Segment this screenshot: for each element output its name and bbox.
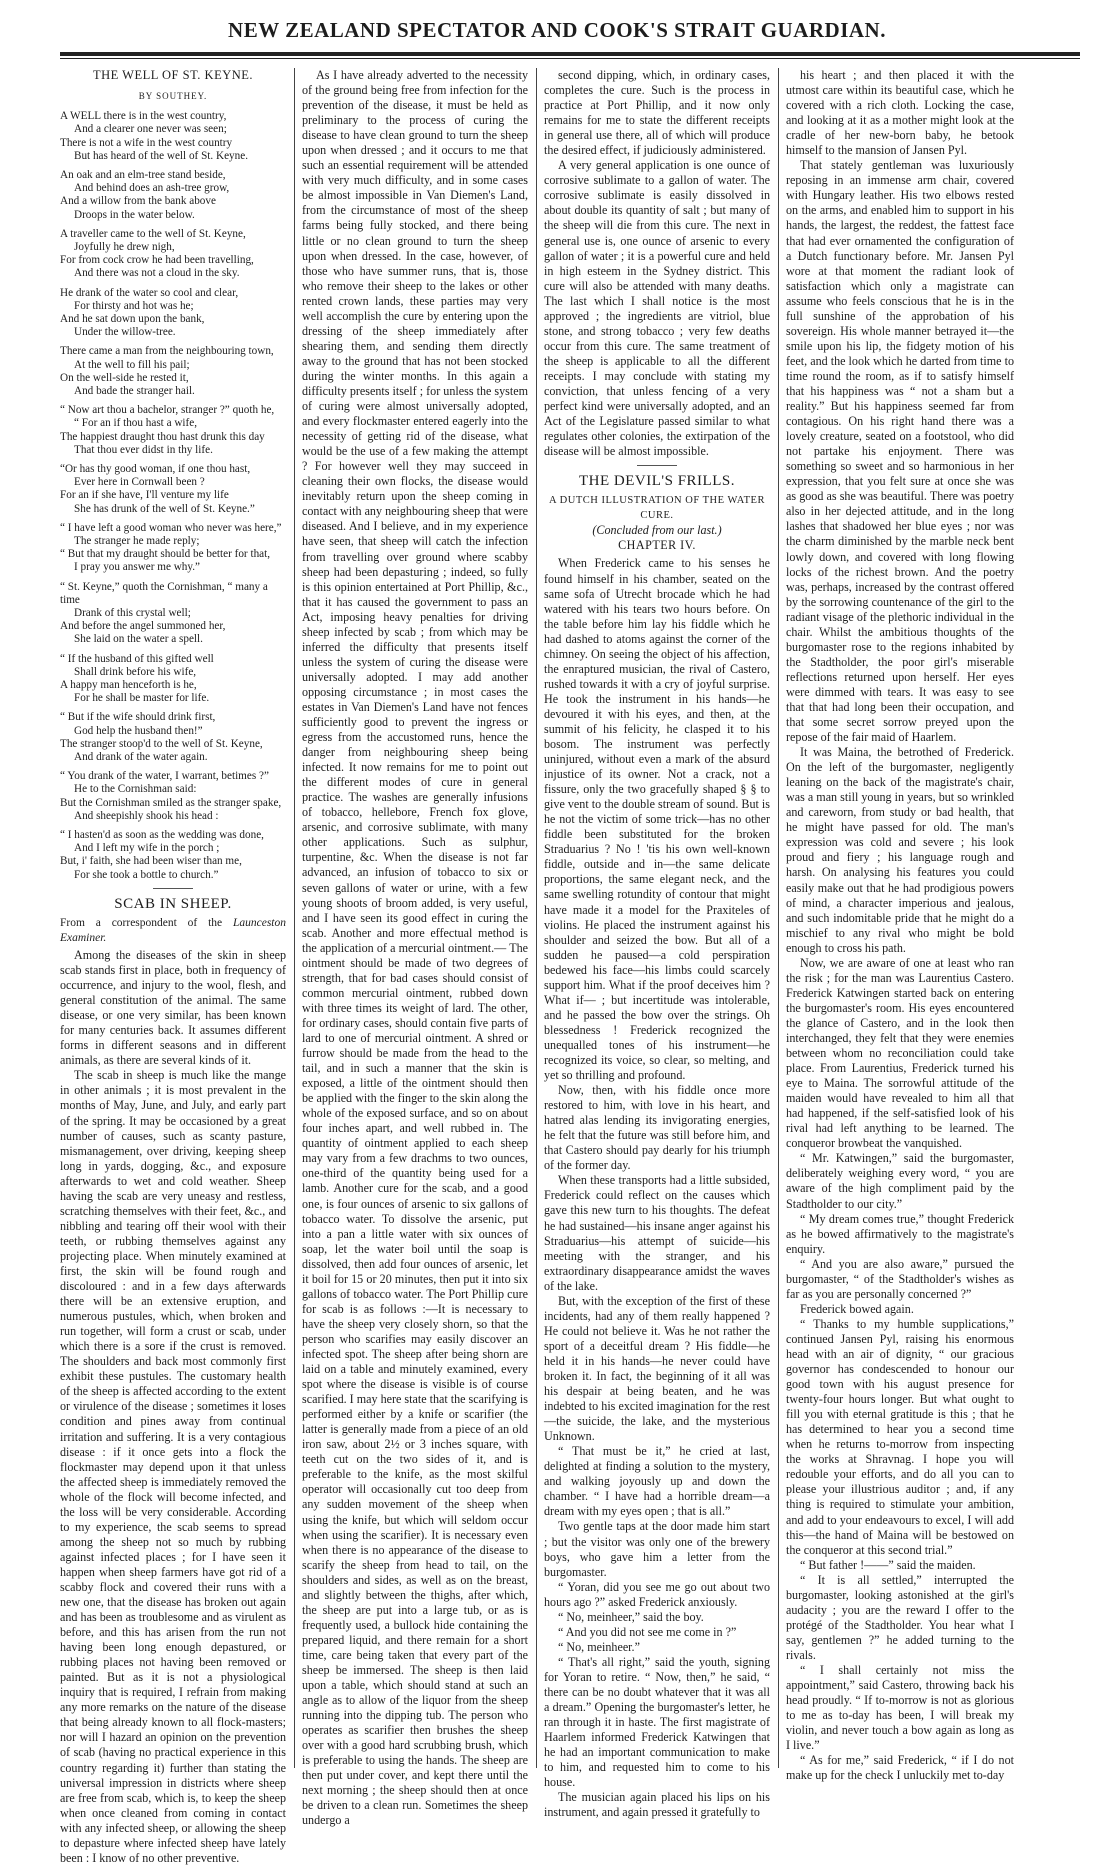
poem-stanza [60,463,286,516]
poem-line: And before the angel summoned her, [60,620,226,633]
poem-line: On the well-side he rested it, [60,371,189,384]
poem-line: “ St. Keyne,” quoth the Cornishman, “ many a time [60,580,268,606]
poem-stanza [60,829,286,882]
paragraph: his heart ; and then placed it with the utmost care within its beautiful case, which he covered with a rich cloth. Locking the case, and looking at it as a mother might look at the cradle of her new-born baby, he betook himself to the mansion of Jansen Pyl. [786,68,1014,158]
poem-line: “ I have left a good woman who never was here,” [60,521,282,534]
poem-line: And bade the stranger hail. [74,384,195,397]
poem-stanza [60,581,286,647]
paragraph: When these transports had a little subsided, Frederick could reflect on the causes which gave this new turn to his thoughts. The defeat he had sustained—his insane anger against his Straduarius—his attempt of suicide—his meeting with the stranger, and his extraordinary disappearance amidst the waves of the lake. [544,1173,770,1293]
poem-line: At the well to fill his pail; [74,358,190,371]
poem-line: Under the willow-tree. [74,326,176,339]
poem-line: But has heard of the well of St. Keyne. [74,149,248,162]
paragraph: “ And you did not see me come in ?” [558,1624,737,1639]
poem-line: I pray you answer me why.” [74,561,201,574]
section-divider [637,465,677,466]
poem-line: And he sat down upon the bank, [60,312,205,325]
column-2 [302,68,528,1828]
poem-line: “ But if the wife should drink first, [60,711,216,724]
paragraph: “ As for me,” said Frederick, “ if I do not make up for the check I unluckily met to-day [786,1753,1014,1783]
poem-line: And a clearer one never was seen; [74,123,227,136]
poem-stanza [60,522,286,575]
column-3 [544,68,770,1820]
poem-line: “ If the husband of this gifted well [60,652,214,665]
poem-line: For an if she have, I'll venture my life [60,489,229,502]
poem-line: And a willow from the bank above [60,195,216,208]
poem-line: For from cock crow he had been travelling, [60,254,254,267]
poem-line: “ I hasten'd as soon as the wedding was done, [60,829,264,842]
poem-line: He drank of the water so cool and clear, [60,286,239,299]
poem-line: Droops in the water below. [74,208,195,221]
poem-line: And drank of the water again. [74,751,208,764]
poem-line: And behind does an ash-tree grow, [74,182,230,195]
poem-line: There came a man from the neighbouring town, [60,345,274,358]
scab-text-col2 [302,68,528,1828]
devil-text-col4 [786,68,1014,1783]
poem-line: Ever here in Cornwall been ? [74,476,205,489]
paragraph: That stately gentleman was luxuriously reposing in an immense arm chair, covered with Hungary leather. His two elbows rested on the arms, and enabled him to support in his hands, the largest, the reddest, the fattest face that had ever ornamented the configuration of a Dutch functionary before. Mr. Jansen Pyl wore at that moment the radiant look of satisfaction which only a magistrate can assume who feels conscious that he is in the full sunshine of the approbation of his sovereign. His whole manner betrayed it—the smile upon his lip, the fidgety motion of his feet, and the look which he darted from time to time round the room, as if to satisfy himself that his happiness was “ not a sham but a reality.” But his happiness seemed far from contagious. On his right hand there was a lovely creature, seated on a footstool, who did not partake his enjoyment. There was something so sweet and so harmonious in her expression, that you felt sure at once she was as good as she was beautiful. There was poetry also in her dejected attitude, and in the long lashes that shadowed her blue eyes ; nor was the charm diminished by the marble neck bent lowly down, and covered with long flowing locks of the richest brown. And the poetry was, perhaps, increased by the contrast offered by the sorrowing countenance of the girl to the radiant visage of the plethoric individual in the chair. Whilst the ambitious thoughts of the burgomaster rose to the regions inhabited by the Stadtholder, the poor girl's miserable reflections returned upon herself. Her eyes were dimmed with tears. It was easy to see that that had long been their occupation, and that some secret sorrow preyed upon the repose of the fair maid of Haarlem. [786,158,1014,745]
poem-line: Shall drink before his wife, [74,665,197,678]
paragraph: “ That's all right,” said the youth, signing for Yoran to retire. “ Now, then,” he said, “ there can be no doubt whatever that it was all a dream.” Opening the burgomaster's letter, he ran through it in haste. The first magistrate of Haarlem informed Frederick Katwingen that he had an important communication to make to him, and requested him to come to his house. [544,1654,770,1790]
column-1 [60,68,286,1865]
paragraph: Now, we are aware of one at least who ran the risk ; for the man was Laurentius Castero. Frederick Katwingen started back on entering the burgomaster's room. His eyes encountered the glance of Castero, and in the look then interchanged, they felt that they were enemies between whom no reconciliation could take place. From Laurentius, Frederick turned his eye to Maina. The sorrowful attitude of the maiden would have revealed to him all that had happened, if the self-satisfied look of his rival had left anything to be learned. The conqueror browbeat the vanquished. [786,955,1014,1151]
poem-line: She has drunk of the well of St. Keyne.” [74,502,255,515]
column-separator [536,68,537,1768]
source-paper: Launceston Examiner. [60,916,286,944]
poem-line: Drank of this crystal well; [74,607,191,619]
poem-line: For she took a bottle to church.” [74,868,219,881]
paragraph: When Frederick came to his senses he found himself in his chamber, seated on the same sofa of Utrecht brocade which he had watered with his tears two hours before. On the table before him lay his fiddle which he had dashed to atoms against the corner of the chimney. On seeing the object of his affection, the enraptured musician, the rival of Castero, rushed towards it with a cry of joyful surprise. He took the instrument in his hands—he devoured it with his eyes, and then, at the summit of his felicity, he clasped it to his bosom. The instrument was perfectly uninjured, without even a mark of the absurd injustice of its owner. Not a crack, not a fissure, only the two gracefully shaped § § to give vent to the double stream of sound. But is he not the victim of some trick—has no other fiddle been substituted for the broken Straduarius ? No ! 'tis his own well-known fiddle, outside and in—the same delicate proportions, the same elegant neck, and the same swelling rotundity of contour that might have made it a model for the Praxiteles of violins. He placed the instrument against his shoulder and seized the bow. But all of a sudden he paused—a cold perspiration bedewed his face—his limbs could scarcely support him. What if the proof deceives him ? What if— ; but incertitude was intolerable, and he passed the bow over the strings. Oh blessedness ! Frederick recognized the unequalled tones of his instrument—he recognized its voice, so clear, so melting, and yet so thrilling and profound. [544,556,770,1083]
paragraph: “ It is all settled,” interrupted the burgomaster, looking astonished at the girl's audacity ; you are the reward I offer to the protégé of the Stadtholder. You hear what I say, gentlemen ?” he added turning to the rivals. [786,1572,1014,1662]
paragraph: As I have already adverted to the necessity of the ground being free from infection for the prevention of the disease, it must be held as preliminary to the process of curing the disease to have clean ground to turn the sheep upon when dressed ; and it occurs to me that such an essential requirement will be attended with very much difficulty, and in some cases be almost impossible in Van Diemen's Land, from the circumstance of most of the sheep farms being fully stocked, and there being little or no clean ground to turn the sheep upon when dressed. In the case, however, of those who have summer runs, that is, those who remove their sheep to the lakes or other rented crown lands, these parties may very well accomplish the cure by entering upon the dressing of the sheep immediately after shearing them, and sending them directly away to the ground that has not been stocked during the winter months. In this again a difficulty presents itself ; for unless the system of curing were almost universally adopted, and every flockmaster entered eagerly into the necessity of getting rid of the disease, what would be the use of a few making the attempt ? For however well they may succeed in cleaning their own flocks, the disease would inevitably return upon the sheep coming in contact with any neighbouring sheep that were diseased. And I believe, and in my experience have seen, that sheep will catch the infection from travelling over ground where scabby sheep had been depasturing ; indeed, so fully is this opinion entertained at Port Phillip, &c., that it has caused the government to pass an Act, imposing heavy penalties for driving sheep infected by scab ; from which may be inferred the difficulty that presents itself unless the system of curing the disease were universally adopted. I may add another opposing circumstance ; in most cases the estates in Van Diemen's Land have not fences sufficiently good to prevent the ingress or egress from the accustomed runs, hence the danger from neighbouring sheep being infected. It now remains for me to point out the different modes of cure in general practice. The washes are generally infusions of tobacco, hellebore, French fox glove, arsenic, and corrosive sublimate, with many other applications. Such as sulphur, turpentine, &c. When the disease is not far advanced, an infusion of tobacco to six or seven gallons of water or urine, with a few young shoots of broom added, is very useful, and I have seen its good effect in curing the scab. Another and more effectual method is the application of a mercurial ointment.— The ointment should be made of two degrees of strength, that for bad cases should consist of common mercurial ointment, rubbed down with three times its weight of lard. The other, for ordinary cases, should contain five parts of lard to one of mercurial ointment. A shred or furrow should be made from the head to the tail, and in such a manner that the skin is exposed, a little of the ointment should then be applied with the finger to the skin along the whole of the exposed surface, and so on about four inches apart, and well rubbed in. The quantity of ointment applied to each sheep may vary from a few drachms to two ounces, one-third of the quantity being used for a lamb. Another cure for the scab, and a good one, is four ounces of arsenic to six gallons of tobacco water. To dissolve the arsenic, put into a pan a little water with six ounces of soap, let the water boil until the soap is dissolved, then add four ounces of arsenic, let it boil for 15 or 20 minutes, then put it into six gallons of tobacco water. The Port Phillip cure for scab is as follows :—It is necessary to have the sheep very closely shorn, so that the person who scarifies may easily discover an infected spot. The sheep after being shorn are laid on a table and minutely examined, every spot where the disease is visible is of course scarified. I may here state that the scarifying is performed either by a knife or scarifier (the latter is generally made from a piece of an old iron saw, about 2½ or 3 inches square, with teeth cut on the two sides of it, and is preferable to the knife, as the most skilful operator will occasionally cut too deep from any sudden movement of the sheep when using the knife, but which will seldom occur when using the scarifier). It is necessary even when there is no appearance of the disease to scarify the sheep from head to tail, on the shoulders and sides, as well as on the breast, and slightly between the thighs, after which, the sheep are put into a large tub, or as is frequently used, a bullock hide containing the prepared liquid, and there remain for a short time, care being taken that every part of the sheep be immersed. The sheep is then laid upon a table, which should stand at such an angle as to allow of the liquor from the sheep running into the dipping tub. The person who operates as scarifier then brushes the sheep over with a good hard scrubbing brush, which is preferable to using the hands. The sheep are then put under cover, and kept there until the next morning ; the sheep should then at once be driven to a clean run. Sometimes the sheep undergo a [302,68,528,1828]
paragraph: A very general application is one ounce of corrosive sublimate to a gallon of water. The corrosive sublimate is easily dissolved in about double its quantity of salt ; but many of the sheep will die from this cure. The next in general use is, one ounce of arsenic to every gallon of water ; it is a powerful cure and held in high esteem in the Sydney district. This cure will also be attended with many deaths. The last which I shall notice is the most approved ; the ingredients are vitriol, blue stone, and strong tobacco ; very few deaths occur from this cure. The same treatment of the sheep is applicable to all the different receipts. I may conclude with stating my conviction, that unless fencing of a very perfect kind were universally adopted, and an Act of the Legislature passed similar to what regulates other colonies, the extirpation of the disease will be almost impossible. [544,158,770,459]
scab-text-col3 [544,68,770,459]
poem-stanza [60,711,286,764]
poem-line: An oak and an elm-tree stand beside, [60,168,226,181]
poem-stanza [60,345,286,398]
paragraph: “ No, meinheer.” [558,1639,640,1654]
column-4 [786,68,1014,1783]
paragraph: Two gentle taps at the door made him start ; but the visitor was only one of the brewery boys, who gave him a letter from the burgomaster. [544,1519,770,1579]
column-separator [294,68,295,1768]
article-subtitle: A DUTCH ILLUSTRATION OF THE WATER CURE. [549,495,765,522]
paragraph: “ No, meinheer,” said the boy. [558,1609,704,1624]
poem-line: “ You drank of the water, I warrant, betimes ?” [60,770,269,783]
poem-line: The stranger he made reply; [74,534,200,547]
masthead-rule [60,52,1080,56]
poem-author: BY SOUTHEY. [138,91,208,102]
poem-stanza [60,653,286,706]
poem-line: God help the husband then!” [74,724,203,737]
poem-stanza [60,770,286,823]
article-source [60,916,286,946]
poem-stanza [60,110,286,163]
poem-line: “Or has thy good woman, if one thou hast, [60,462,251,475]
poem-line: But the Cornishman smiled as the stranger spake, [60,796,282,809]
paragraph: Now, then, with his fiddle once more restored to him, with love in his heart, and hatred alas lending its invigorating energies, he felt that the future was still before him, and that Castero should pay dearly for his triumph of the former day. [544,1083,770,1173]
paragraph: “ Thanks to my humble supplications,” continued Jansen Pyl, raising his enormous head with an air of dignity, “ our gracious governor has condescended to honour our good town with his august presence for twenty-four hours longer. But what ought to fill you with eternal gratitude is this ; that he has determined to hear you a second time when he returns to-morrow from inspecting the works at Shravnag. I hope you will redouble your efforts, and do all you can to please your illustrious auditor ; and, if any thing is required to stimulate your ambition, and add to your endeavours to excel, I will add this—the hand of Maina will be bestowed on the conqueror at this second trial.” [786,1316,1014,1557]
paragraph: “ Mr. Katwingen,” said the burgomaster, deliberately weighing every word, “ you are aware of the high compliment paid by the Stadtholder to our city.” [786,1151,1014,1211]
poem-stanza [60,404,286,457]
poem-line: A traveller came to the well of St. Keyne, [60,227,246,240]
poem-line: The happiest draught thou hast drunk this day [60,430,265,443]
paragraph: “ Yoran, did you see me go out about two hours ago ?” asked Frederick anxiously. [544,1579,770,1609]
poem-line: For he shall be master for life. [74,692,210,705]
paragraph: But, with the exception of the first of these incidents, had any of them really happened ? He could not believe it. Was he not rather the sport of a deceitful dream ? His fiddle—he held it in his hands—he never could have broken it. In fact, the beginning of it all was his despair at being beaten, and he was indebted to his excited imagination for the rest—the suicide, the lake, and the mysterious Unknown. [544,1293,770,1444]
poem-line: “ Now art thou a bachelor, stranger ?” quoth he, [60,404,275,417]
poem-line: A happy man henceforth is he, [60,679,197,692]
paragraph: “ I shall certainly not miss the appointment,” said Castero, throwing back his head proudly. “ If to-morrow is not as glorious to me as to-day has been, I will break my violin, and never touch a bow again as long as I live.” [786,1662,1014,1753]
devil-text-col3 [544,556,770,1820]
paragraph: “ That must be it,” he cried at last, delighted at finding a solution to the mystery, and walking joyously up and down the chamber. “ I have had a horrible dream—a dream with my eyes open ; that is all.” [544,1444,770,1519]
masthead-rule-thin [60,58,1080,59]
poem-stanza [60,169,286,222]
paragraph: It was Maina, the betrothed of Frederick. On the left of the burgomaster, negligently leaning on the back of the magistrate's chair, was a man still young in years, but so wrinkled and careworn, from study or bad health, that he might have passed for old. The man's expression was cold and severe ; his look proud and fiery ; his language rough and harsh. On analysing his features you could easily make out that he had prodigious powers of mind, a character imperious and jealous, and such indomitable pride that he might do a mischief to any rival who might be bold enough to cross his path. [786,745,1014,955]
poem-body [60,110,286,882]
paragraph: The scab in sheep is much like the mange in other animals ; it is most prevalent in the months of May, June, and July, and early part of the spring. It may be occasioned by a great number of causes, such as scanty pasture, mismanagement, over driving, keeping sheep long in yards, dogging, &c., and exposure afterwards to wet and cold weather. Sheep having the scab are very uneasy and restless, scratching themselves with their feet, &c., and nibbling and tearing off their wool with their teeth, or rubbing themselves against any projecting place. When minutely examined at first, the skin will be found rough and discoloured : and in a few days afterwards there will be an extensive eruption, and numerous pustules, which, when broken and run together, will form a crust or scab, under which there is a sore if the crust is removed. The shoulders and back most commonly first exhibit these pustules. The customary health of the sheep is affected according to the extent or virulence of the disease ; sometimes it loses condition and pines away from continual irritation and suffering. It is a very contagious disease : if it once gets into a flock the flockmaster may depend upon it that unless the affected sheep is immediately removed the whole of the flock will become infected, and the loss will be very considerable. According to my experience, the scab seems to spread among the sheep not so much by rubbing against infected places ; for I have seen it happen when sheep farmers have got rid of a scabby flock and covered their runs with a new one, that the disease has broken out again and has been as troublesome and as virulent as before, and this has arisen from the run not having been long enough depastured, or rubbing places not having been removed or painted. But as it is not a physiological inquiry that is required, I refrain from making any more remarks on the nature of the disease that being already known to all flock-masters; nor will I hazard an opinion on the prevention of scab (having no practical experience in this country regarding it) further than stating the universal impression in districts where sheep are free from scab, which is, to keep the sheep when once cleaned from coming in contact with any infected sheep, or allowing the sheep to depasture where infected sheep have lately been : I know of no other preventive. [60,1068,286,1865]
masthead: NEW ZEALAND SPECTATOR AND COOK'S STRAIT GUARDIAN. [228,18,886,42]
paragraph: Among the diseases of the skin in sheep scab stands first in place, both in frequency of occurrence, and injury to the wool, flesh, and general constitution of the animal. The same disease, or one very similar, has been known for many centuries back. It assumes different forms in different seasons and in different animals, as there are several kinds of it. [60,948,286,1068]
poem-line: Joyfully he drew nigh, [74,240,175,253]
poem-line: “ But that my draught should be better for that, [60,548,271,561]
poem-line: And sheepishly shook his head : [74,809,219,822]
poem-line: But, i' faith, she had been wiser than me, [60,855,242,868]
poem-line: For thirsty and hot was he; [74,299,194,312]
article-title-scab: SCAB IN SHEEP. [114,895,232,912]
column-separator [778,68,779,1768]
scab-text-col1 [60,948,286,1866]
paragraph: “ My dream comes true,” thought Frederick as he bowed affirmatively to the magistrate's enquiry. [786,1211,1014,1256]
poem-title: THE WELL OF ST. KEYNE. [92,68,254,82]
poem-stanza [60,228,286,281]
paragraph: Frederick bowed again. [800,1301,914,1316]
paragraph: second dipping, which, in ordinary cases, completes the cure. Such is the process in practice at Port Phillip, and it now only remains for me to state the different receipts in general use there, all of which will produce the desired effect, if judiciously administered. [544,68,770,158]
poem-stanza [60,287,286,340]
chapter-heading: CHAPTER IV. [618,538,696,553]
poem-line: That thou ever didst in thy life. [74,443,213,456]
article-title-devils-frills: THE DEVIL'S FRILLS. [579,473,735,490]
poem-line: She laid on the water a spell. [74,633,203,646]
poem-line: And there was not a cloud in the sky. [74,267,240,280]
poem-line: He to the Cornishman said: [74,783,197,796]
poem-line: A WELL there is in the west country, [60,110,227,123]
poem-line: “ For an if thou hast a wife, [74,417,198,430]
paragraph: “ But father !——” said the maiden. [800,1557,976,1572]
paragraph: The musician again placed his lips on his instrument, and again pressed it gratefully to [544,1790,770,1820]
poem-line: There is not a wife in the west country [60,136,233,149]
paragraph: “ And you are also aware,” pursued the burgomaster, “ of the Stadtholder's wishes as far as you are personally concerned ?” [786,1256,1014,1301]
poem-line: And I left my wife in the porch ; [74,842,220,855]
poem-line: The stranger stoop'd to the well of St. Keyne, [60,737,263,750]
source-prefix: From a correspondent of the [60,916,233,929]
section-divider [153,888,193,889]
continuation-note: (Concluded from our last.) [592,523,722,538]
